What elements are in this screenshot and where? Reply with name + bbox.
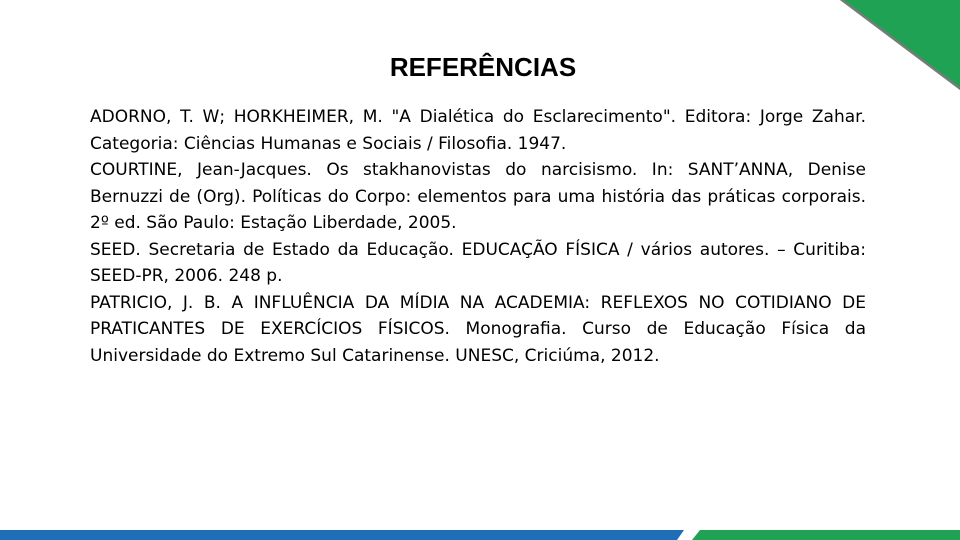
blue-bottom-stripe <box>0 530 684 540</box>
reference-entry-seed: SEED. Secretaria de Estado da Educação. EDUCAÇÃO FÍSICA / vários autores. – Curitiba: SEED-PR, 2006. 248 p. <box>90 239 866 286</box>
reference-entry-adorno: ADORNO, T. W; HORKHEIMER, M. "A Dialética do Esclarecimento". Editora: Jorge Zahar. Categoria: Ciências Humanas e Sociais / Filosofia. 1947. <box>90 107 866 154</box>
green-bottom-stripe <box>692 530 960 540</box>
references-list <box>90 104 866 369</box>
bottom-accent-bar <box>0 526 960 540</box>
reference-entry-courtine: COURTINE, Jean-Jacques. Os stakhanovistas do narcisismo. In: SANT’ANNA, Denise Bernuzzi de (Org). Políticas do Corpo: elementos para uma história das práticas corporais. 2º ed. São Paulo: Estação Liberdade, 2005. <box>90 160 866 233</box>
reference-entry-patricio: PATRICIO, J. B. A INFLUÊNCIA DA MÍDIA NA ACADEMIA: REFLEXOS NO COTIDIANO DE PRATICANTES DE EXERCÍCIOS FÍSICOS. Monografia. Curso de Educação Física da Universidade do Extremo Sul Catarinense. UNESC, Criciúma, 2012. <box>90 292 866 366</box>
page-title: REFERÊNCIAS <box>389 52 577 82</box>
